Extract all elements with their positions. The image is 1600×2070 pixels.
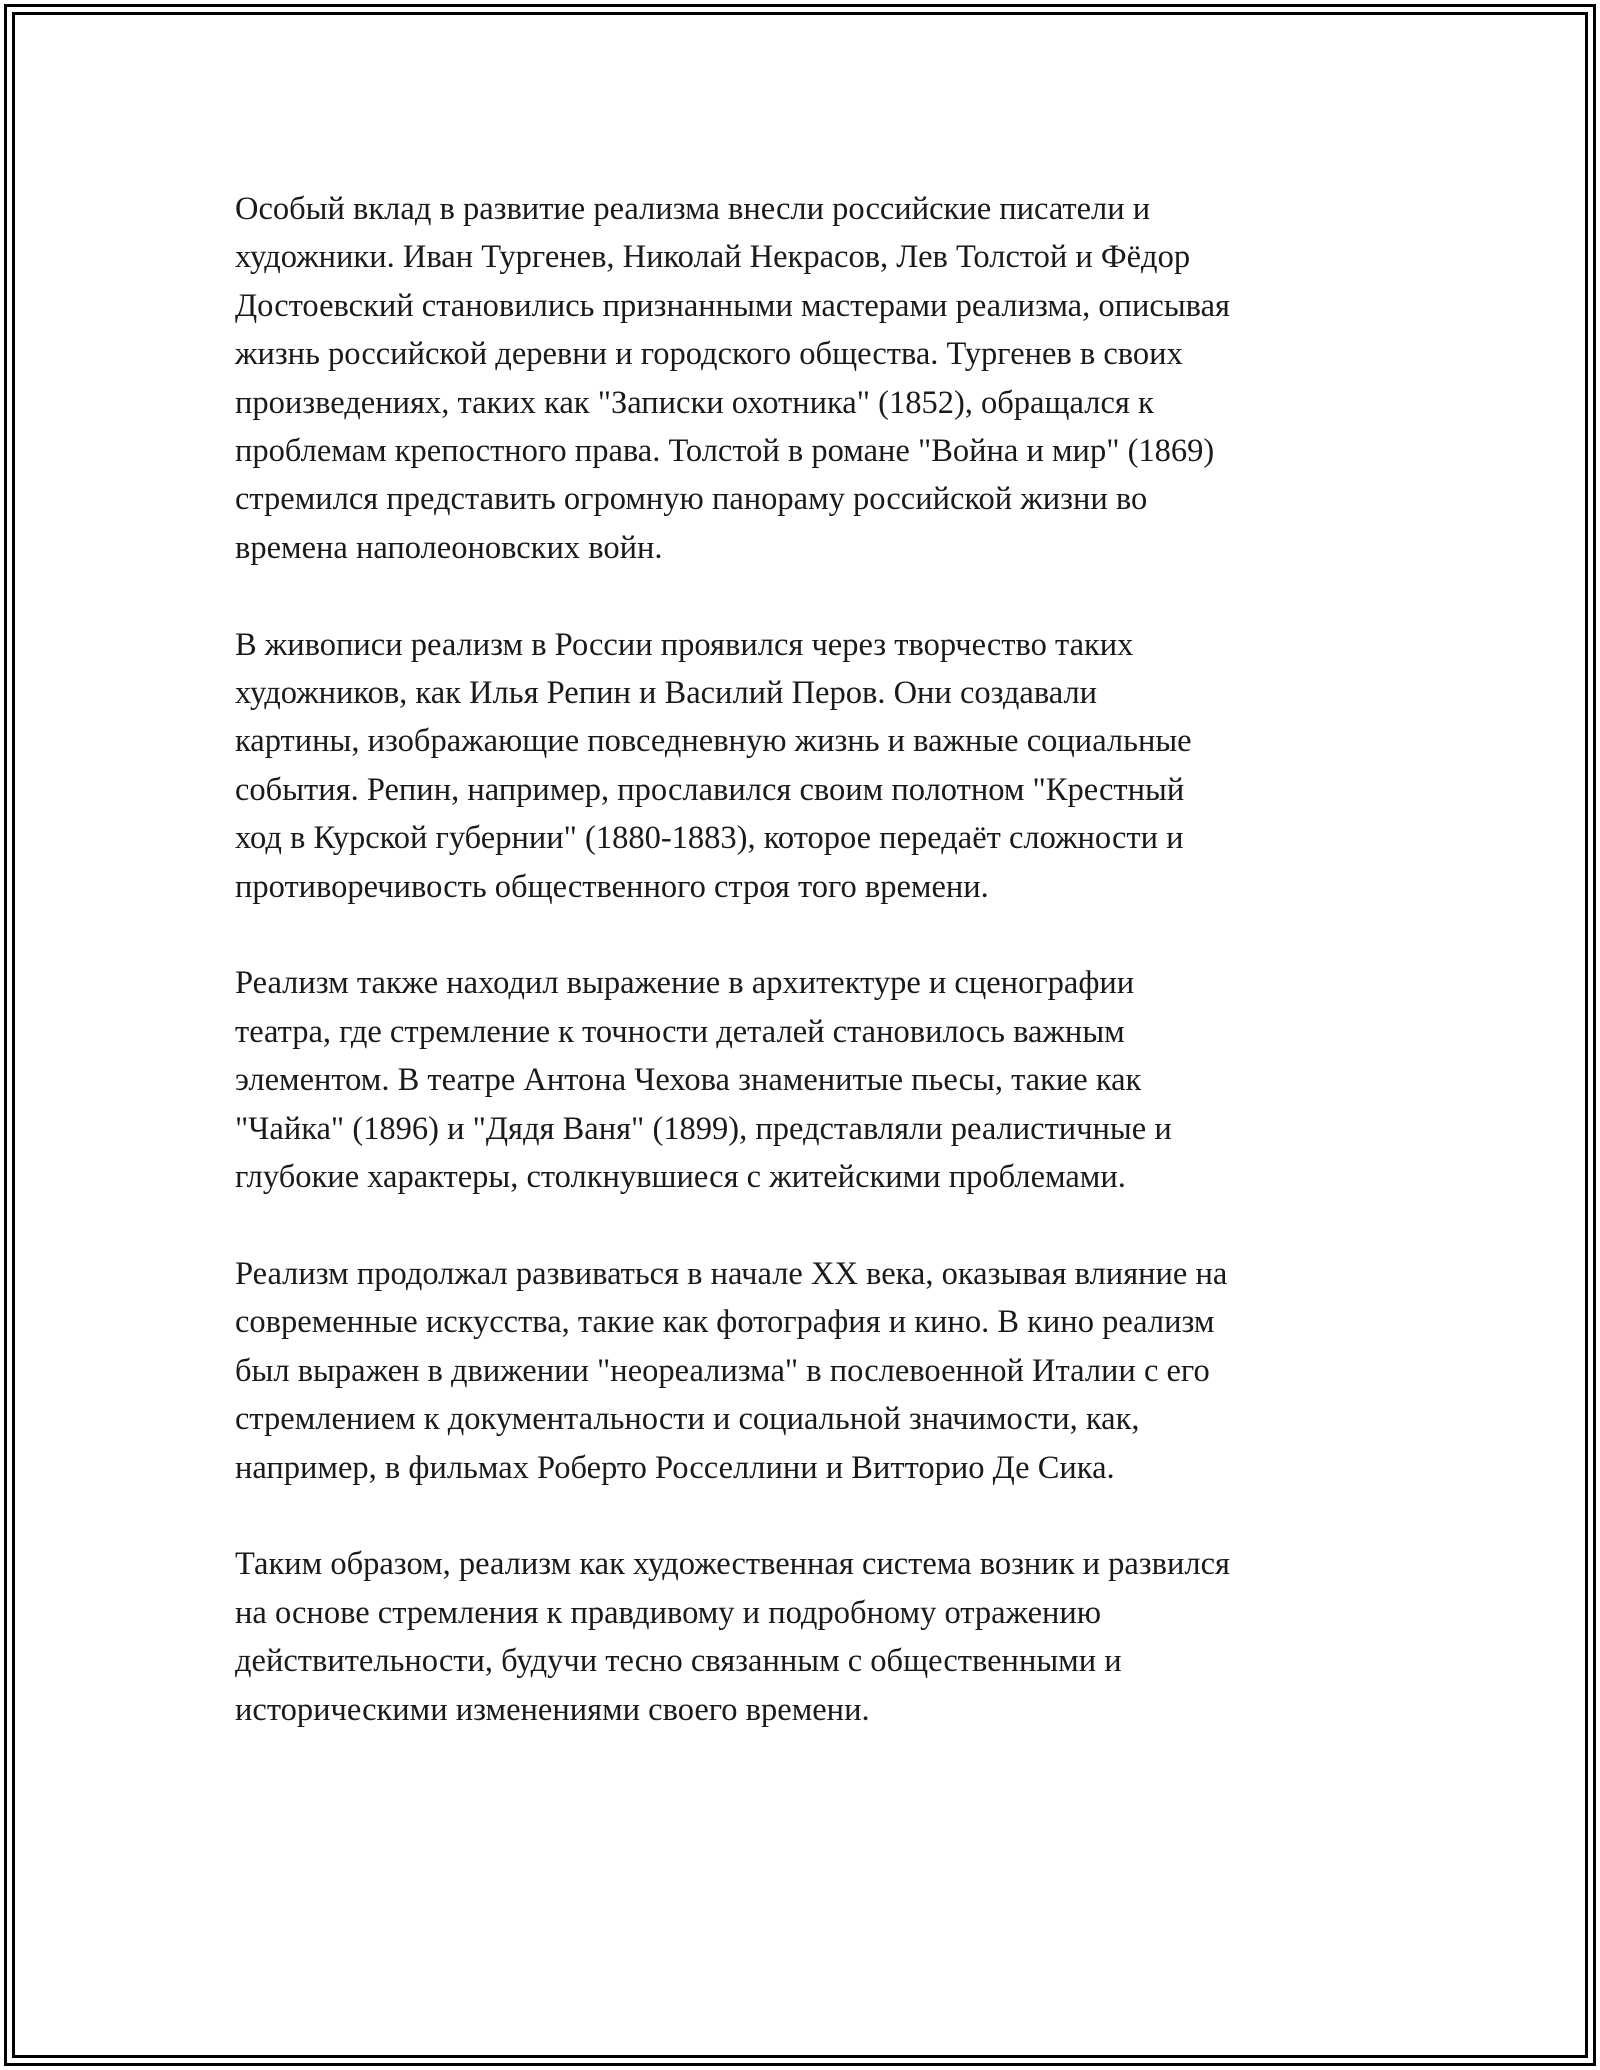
text-line: историческими изменениями своего времени.	[235, 1691, 870, 1728]
text-line: противоречивость общественного строя того времени.	[235, 868, 989, 905]
paragraph-literature	[235, 185, 1380, 572]
text-line: Реализм также находил выражение в архитектуре и сценографии	[235, 965, 1135, 1002]
text-line: элементом. В театре Антона Чехова знаменитые пьесы, такие как	[235, 1062, 1142, 1099]
text-line: жизнь российской деревни и городского общества. Тургенев в своих	[235, 336, 1183, 373]
text-line: произведениях, таких как "Записки охотника" (1852), обращался к	[235, 384, 1154, 421]
text-line: Реализм продолжал развиваться в начале XX века, оказывая влияние на	[235, 1255, 1228, 1292]
text-line: действительности, будучи тесно связанным с общественными и	[235, 1643, 1122, 1680]
paragraph-conclusion	[235, 1540, 1380, 1734]
text-line: стремлением к документальности и социальной значимости, как,	[235, 1401, 1140, 1438]
text-line: В живописи реализм в России проявился через творчество таких	[235, 626, 1134, 663]
text-line: театра, где стремление к точности деталей становилось важным	[235, 1013, 1125, 1050]
text-line: Таким образом, реализм как художественная система возник и развился	[235, 1546, 1230, 1583]
document-body	[235, 185, 1380, 1782]
paragraph-painting	[235, 621, 1380, 911]
text-line: например, в фильмах Роберто Росселлини и Витторио Де Сика.	[235, 1449, 1115, 1486]
text-line: времена наполеоновских войн.	[235, 529, 663, 566]
text-line: проблемам крепостного права. Толстой в романе "Война и мир" (1869)	[235, 433, 1215, 470]
text-line: художники. Иван Тургенев, Николай Некрасов, Лев Толстой и Фёдор	[235, 239, 1191, 276]
text-line: стремился представить огромную панораму российской жизни во	[235, 481, 1148, 518]
text-line: Достоевский становились признанными мастерами реализма, описывая	[235, 287, 1230, 324]
text-line: "Чайка" (1896) и "Дядя Ваня" (1899), представляли реалистичные и	[235, 1110, 1172, 1147]
text-line: глубокие характеры, столкнувшиеся с житейскими проблемами.	[235, 1159, 1126, 1196]
text-line: современные искусства, такие как фотография и кино. В кино реализм	[235, 1304, 1215, 1341]
text-line: ход в Курской губернии" (1880-1883), которое передаёт сложности и	[235, 820, 1184, 857]
paragraph-cinema	[235, 1250, 1380, 1492]
text-line: на основе стремления к правдивому и подробному отражению	[235, 1594, 1102, 1631]
paragraph-theatre	[235, 959, 1380, 1201]
text-line: был выражен в движении "неореализма" в послевоенной Италии с его	[235, 1352, 1210, 1389]
text-line: картины, изображающие повседневную жизнь и важные социальные	[235, 723, 1192, 760]
text-line: Особый вклад в развитие реализма внесли российские писатели и	[235, 191, 1151, 227]
text-line: события. Репин, например, прославился своим полотном "Крестный	[235, 771, 1185, 808]
text-line: художников, как Илья Репин и Василий Перов. Они создавали	[235, 675, 1098, 712]
